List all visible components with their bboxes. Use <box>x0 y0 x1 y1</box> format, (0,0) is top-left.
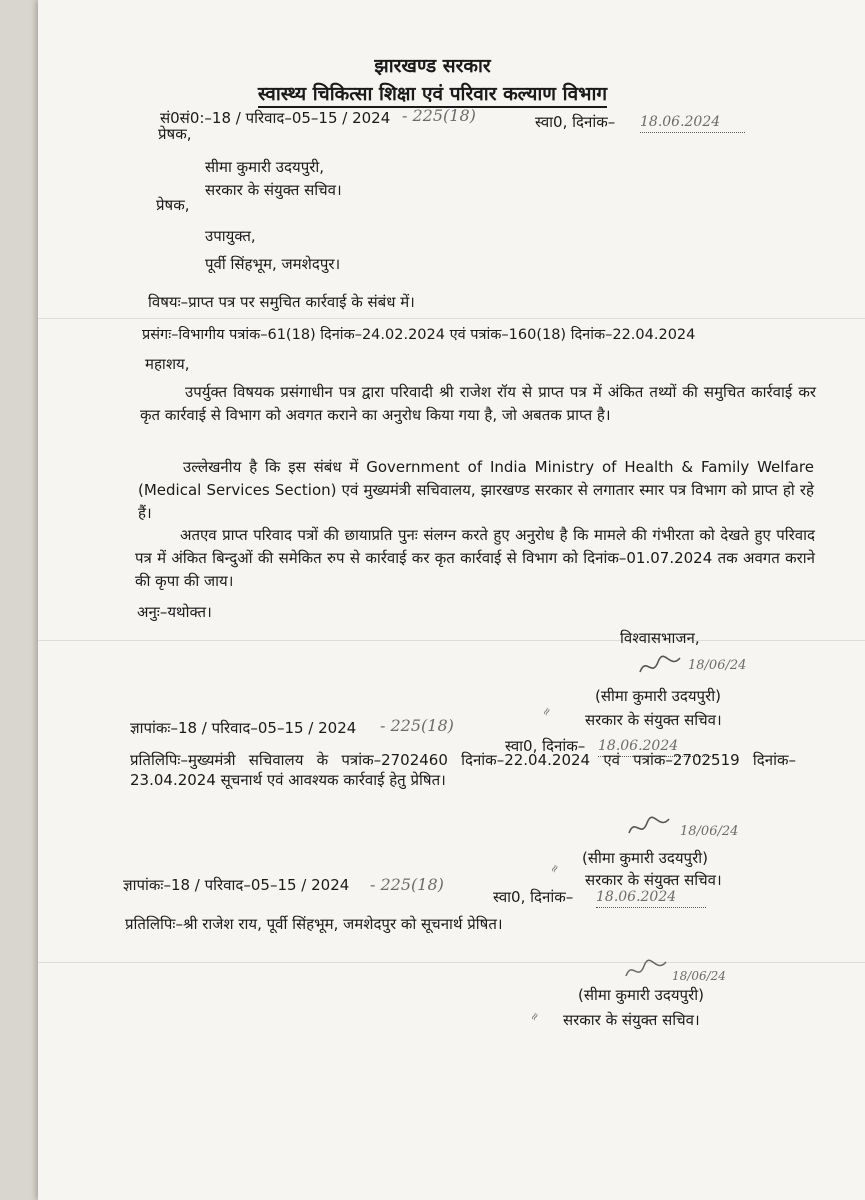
copy1-text: प्रतिलिपिः–मुख्यमंत्री सचिवालय के पत्रांक–2702460 दिनांक–22.04.2024 एवं पत्रांक–2702519 दिनांक–23.04.2024 सूचनार्थ एवं आवश्यक कार्रवाई हेतु प्रेषित। <box>130 751 796 789</box>
letter-ref-handwritten: - 225(18) <box>402 106 476 125</box>
sender-label: प्रेषक, <box>158 125 192 143</box>
body-paragraph-3: अतएव प्राप्त परिवाद पत्रों की छायाप्रति पुनः संलग्न करते हुए अनुरोध है कि मामले की गंभीरता को देखते हुए परिवाद पत्र में अंकित बिन्दुओं की समेकित रुप से कार्रवाई कर कृत कार्रवाई से विभाग को दिनांक–01.07.2024 तक अवगत कराने की कृपा की जाय। <box>135 526 815 590</box>
recipient-name: उपायुक्त, <box>205 227 256 245</box>
copy2-date-handwritten: 18.06.2024 <box>596 887 706 908</box>
copy2-text: प्रतिलिपिः–श्री राजेश राय, पूर्वी सिंहभूम, जमशेदपुर को सूचनार्थ प्रेषित। <box>125 915 503 933</box>
department-heading: स्वास्थ्य चिकित्सा शिक्षा एवं परिवार कल्याण विभाग <box>0 80 865 106</box>
reference-line: प्रसंगः–विभागीय पत्रांक–61(18) दिनांक–24.02.2024 एवं पत्रांक–160(18) दिनांक–22.04.2024 <box>142 327 696 343</box>
copy1-signatory-title: सरकार के संयुक्त सचिव। <box>585 871 722 889</box>
subject-line: विषयः–प्राप्त पत्र पर समुचित कार्रवाई के संबंध में। <box>148 293 415 311</box>
fold-line <box>38 640 865 641</box>
signature-scribble <box>625 815 673 843</box>
body-paragraph-2: उल्लेखनीय है कि इस संबंध में Government of India Ministry of Health & Family Welfare (Medical Services Section) एवं मुख्यमंत्री सचिवालय, झारखण्ड सरकार से लगातार स्मार पत्र विभाग को प्राप्त हो रहे हैं। <box>138 458 814 522</box>
initial-stamp: ≈ <box>538 704 555 719</box>
copy1-date-handwritten: 18.06.2024 <box>598 736 713 757</box>
letter-ref-number: सं0सं0:–18 / परिवाद–05–15 / 2024 <box>160 109 391 127</box>
copy2-signatory-title: सरकार के संयुक्त सचिव। <box>563 1011 700 1029</box>
document-page <box>38 0 865 1200</box>
letter-date-handwritten: 18.06.2024 <box>640 112 745 133</box>
copy1-ref-number: ज्ञापांकः–18 / परिवाद–05–15 / 2024 <box>130 719 357 737</box>
sender-title: सरकार के संयुक्त सचिव। <box>205 181 342 199</box>
letter-date-label: स्वा0, दिनांक– <box>535 113 616 131</box>
copy2-ref-number: ज्ञापांकः–18 / परिवाद–05–15 / 2024 <box>123 876 350 894</box>
body-paragraph-1: उपर्युक्त विषयक प्रसंगाधीन पत्र द्वारा परिवादी श्री राजेश रॉय से प्राप्त पत्र में अंकित तथ्यों की समुचित कार्रवाई कर कृत कार्रवाई से विभाग को अवगत कराने का अनुरोध किया गया है, जो अबतक प्राप्त है। <box>140 383 816 424</box>
signature-scribble <box>622 958 670 986</box>
copy1-signature-date: 18/06/24 <box>680 824 739 839</box>
signature-date-handwritten: 18/06/24 <box>688 658 747 673</box>
recipient-place: पूर्वी सिंहभूम, जमशेदपुर। <box>205 255 341 273</box>
salutation: महाशय, <box>145 355 190 373</box>
signatory-name: (सीमा कुमारी उदयपुरी) <box>595 687 721 705</box>
enclosure-note: अनुः–यथोक्त। <box>137 603 212 621</box>
initial-stamp: ≈ <box>546 861 563 876</box>
government-heading: झारखण्ड सरकार <box>374 55 491 77</box>
copy1-ref-handwritten: - 225(18) <box>380 716 454 735</box>
initial-stamp: ≈ <box>526 1009 543 1024</box>
copy2-date-label: स्वा0, दिनांक– <box>493 888 574 906</box>
copy2-ref-handwritten: - 225(18) <box>370 875 444 894</box>
signature-scribble <box>636 652 684 680</box>
recipient-label: प्रेषक, <box>156 196 190 214</box>
copy1-date-label: स्वा0, दिनांक– <box>505 737 586 755</box>
sender-name: सीमा कुमारी उदयपुरी, <box>205 158 325 176</box>
copy2-signature-date: 18/06/24 <box>672 969 726 983</box>
closing: विश्वासभाजन, <box>620 629 700 647</box>
fold-line <box>38 962 865 963</box>
signatory-title: सरकार के संयुक्त सचिव। <box>585 711 722 729</box>
copy1-signatory-name: (सीमा कुमारी उदयपुरी) <box>582 849 708 867</box>
fold-line <box>38 318 865 319</box>
copy2-signatory-name: (सीमा कुमारी उदयपुरी) <box>578 986 704 1004</box>
